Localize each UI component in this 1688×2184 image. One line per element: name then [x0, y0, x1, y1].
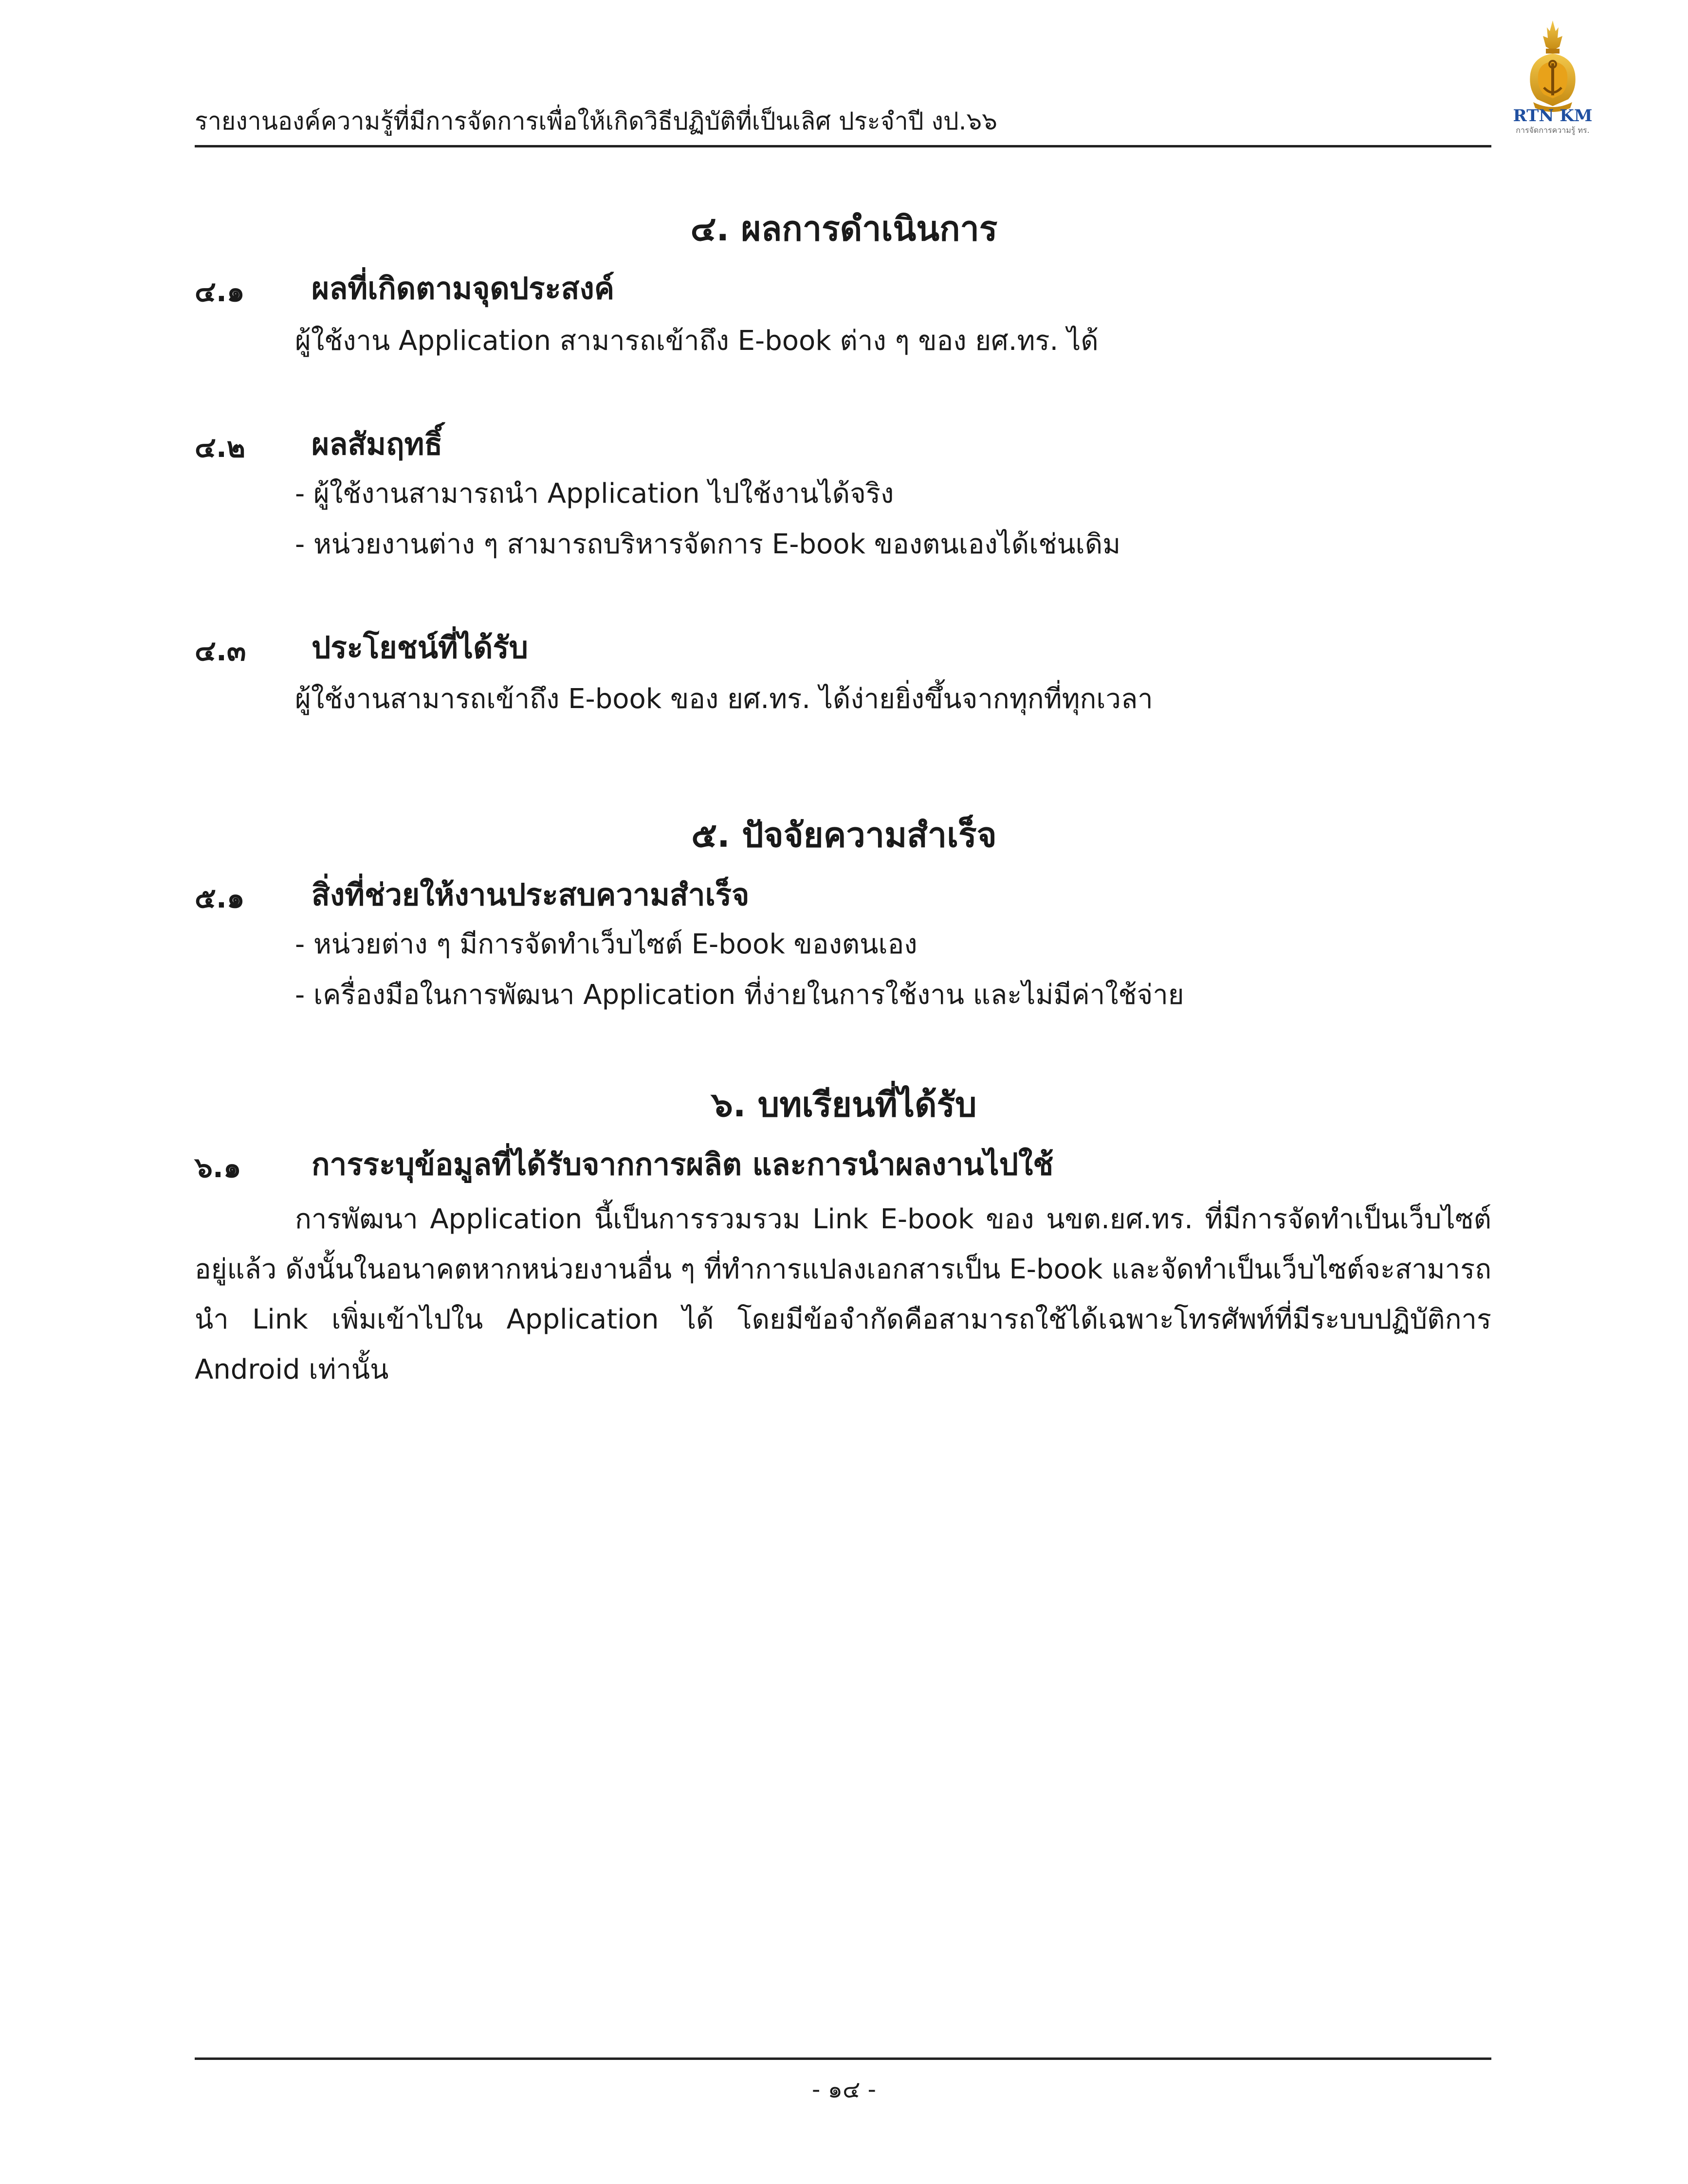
section-title: ๖. บทเรียนที่ได้รับ	[711, 1085, 977, 1125]
body-line: ผู้ใช้งานสามารถเข้าถึง E-book ของ ยศ.ทร. ได้ง่ายยิ่งขึ้นจากทุกที่ทุกเวลา	[295, 683, 1153, 715]
subsection-number: ๖.๑	[195, 1151, 241, 1184]
body-line: - หน่วยงานต่าง ๆ สามารถบริหารจัดการ E-book ของตนเองได้เช่นเดิม	[295, 528, 1121, 560]
subsection-number: ๔.๒	[195, 431, 246, 464]
header-title: รายงานองค์ความรู้ที่มีการจัดการเพื่อให้เกิดวิธีปฏิบัติที่เป็นเลิศ ประจำปี งป.๖๖	[195, 107, 997, 135]
body-line: - หน่วยต่าง ๆ มีการจัดทำเว็บไซต์ E-book ของตนเอง	[295, 928, 917, 960]
subsection-title: การระบุข้อมูลที่ได้รับจากการผลิต และการนำผลงานไปใช้	[312, 1147, 1054, 1182]
section-title: ๕. ปัจจัยความสำเร็จ	[691, 815, 997, 855]
subsection-number: ๔.๓	[195, 634, 246, 667]
subsection-number: ๔.๑	[195, 275, 245, 308]
subsection-number: ๕.๑	[195, 881, 245, 914]
subsection-title: ผลสัมฤทธิ์	[312, 426, 443, 462]
header-divider	[195, 145, 1491, 147]
page-number: - ๑๔ -	[812, 2076, 876, 2103]
body-line: ผู้ใช้งาน Application สามารถเข้าถึง E-book ต่าง ๆ ของ ยศ.ทร. ได้	[295, 325, 1099, 357]
footer-divider	[195, 2057, 1491, 2060]
body-paragraph: การพัฒนา Application นี้เป็นการรวมรวม Link E-book ของ นขต.ยศ.ทร. ที่มีการจัดทำเป็นเว็บไซต์อยู่แล้ว ดังนั้นในอนาคตหากหน่วยงานอื่น ๆ ที่ทำการแปลงเอกสารเป็น E-book และจัดทำเป็นเว็บไซต์จะสามารถนำ Link เพิ่มเข้าไปใน Application ได้ โดยมีข้อจำกัดคือสามารถใช้ได้เฉพาะโทรศัพท์ที่มีระบบปฏิบัติการ Android เท่านั้น	[195, 1203, 1491, 1385]
body-line: - เครื่องมือในการพัฒนา Application ที่ง่ายในการใช้งาน และไม่มีค่าใช้จ่าย	[295, 979, 1184, 1011]
subsection-title: ผลที่เกิดตามจุดประสงค์	[312, 271, 615, 306]
logo-text: RTN KM	[1513, 106, 1593, 126]
logo-subtext: การจัดการความรู้ ทร.	[1516, 126, 1590, 135]
subsection-title: ประโยชน์ที่ได้รับ	[312, 630, 529, 665]
body-line: - ผู้ใช้งานสามารถนำ Application ไปใช้งานได้จริง	[295, 478, 894, 510]
section-title: ๔. ผลการดำเนินการ	[690, 209, 998, 249]
subsection-title: สิ่งที่ช่วยให้งานประสบความสำเร็จ	[312, 877, 750, 912]
